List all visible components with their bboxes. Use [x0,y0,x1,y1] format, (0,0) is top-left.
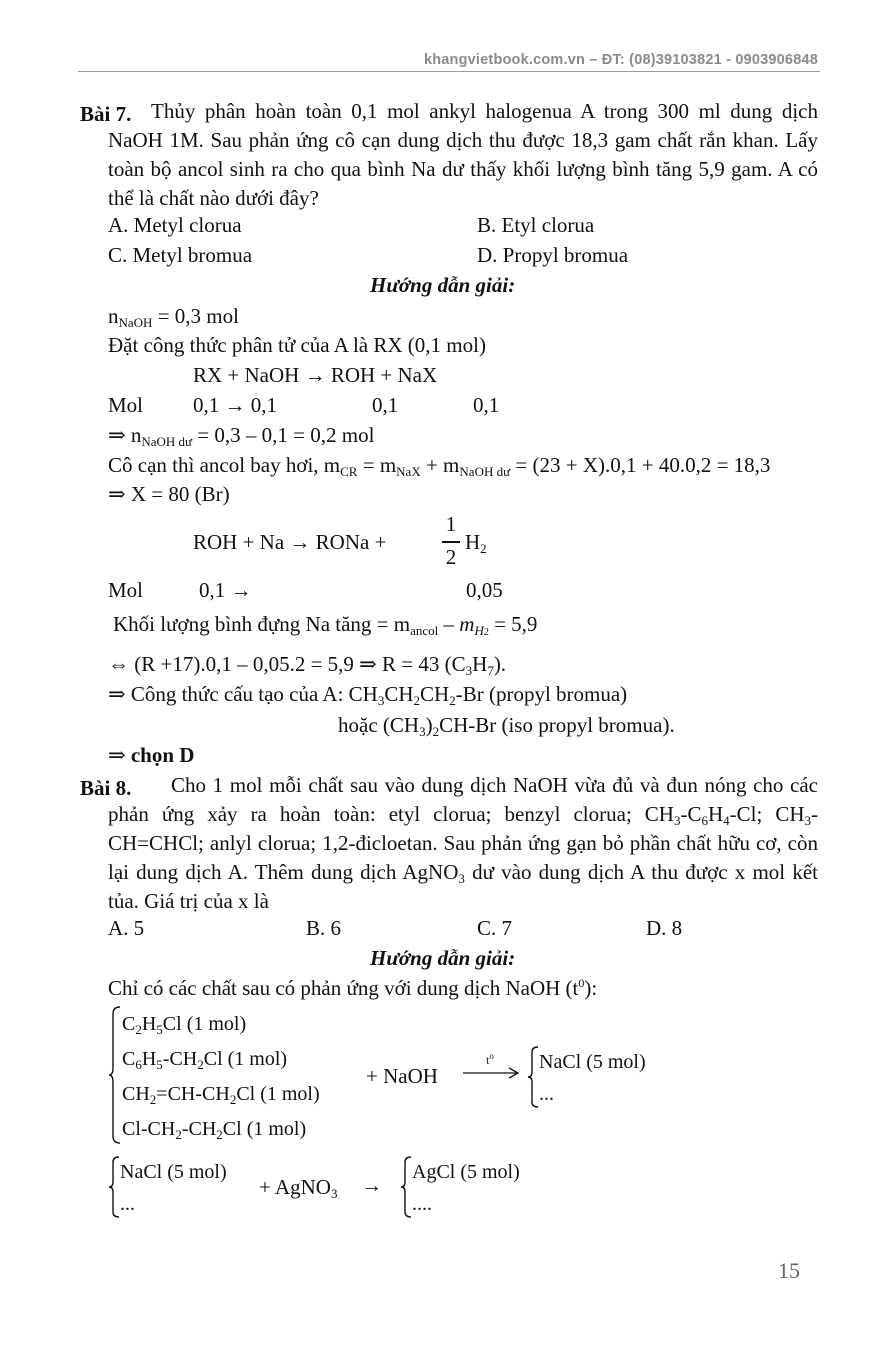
reactant-others: ... [120,1193,135,1215]
bai7-eq1-mol-3: 0,1 [473,393,500,417]
bai7-question: Thủy phân hoàn toàn 0,1 mol ankyl halogenua A trong 300 ml dung dịch NaOH 1M. Sau phản ứng cô cạn dung dịch thu được 18,3 gam chất rắn khan. Lấy toàn bộ ancol sinh ra cho qua bình Na dư thấy khối lượng bình tăng 5,9 gam. A có thể là chất nào dưới đây? [108,99,818,210]
fraction-bar [442,541,460,543]
reactant-benzyl-chloride: $C_6H_5-CH_2Cl$ (1 mol) [122,1048,288,1072]
bai7-sol-naoh-du: ⇒ $n_{NaOH dư} = 0,3 - 0,1 = 0,2$ mol [108,423,375,449]
bai7-option-d: D. Propyl bromua [477,243,629,267]
bai8-option-d: D. 8 [646,916,683,940]
bai7-sol-r: ⇔ (R +17).0,1 – 0,05.2 = 5,9 ⇒ R = 43 $(C_3H_7)$. [108,652,507,678]
reactant-allyl-chloride: $CH_2=CH-CH_2Cl$ (1 mol) [122,1083,320,1107]
bai7-sol-x: ⇒ X = 80 (Br) [108,482,230,506]
product-agcl-others: .... [412,1193,432,1215]
right-brace-products [527,1046,539,1108]
heat-condition: $t^o$ [486,1051,494,1067]
bai7-eq1-mol-2: 0,1 [372,393,399,417]
right-brace-agcl [400,1156,412,1218]
bai7-sol-structure: ⇒ Công thức cấu tạo của A: $CH_3CH_2CH_2-Br$ (propyl bromua) [108,682,628,708]
bai7-eq2-mol-2: 0,05 [466,578,503,602]
page-number: 15 [778,1258,800,1283]
bai7-mol-label-2: Mol [108,578,144,602]
reactant-nacl: NaCl (5 mol) [120,1161,227,1183]
product-nacl: NaCl (5 mol) [539,1051,646,1073]
left-brace-reactants [108,1006,122,1144]
header-rule [78,71,820,72]
bai7-eq2-h2: $H_2$ [465,530,487,556]
bai7-answer: ⇒ chọn D [108,743,195,767]
bai8-question: Cho 1 mol mỗi chất sau vào dung dịch NaOH vừa đủ và đun nóng cho các phản ứng xảy ra hoàn toàn: etyl clorua; benzyl clorua; $CH_3-C_6H_4-Cl$; $CH_3-CH=CHCl$; anlyl clorua; 1,2-đicloetan. Sau phản ứng gạn bỏ phần chất hữu cơ, còn lại dung dịch A. Thêm dung dịch AgNO$_3$ dư vào dung dịch A thu được x mol kết tủa. Giá trị của x là [108,773,818,913]
fraction-numerator: 1 [445,512,457,536]
bai7-eq1: RX + NaOH → ROH + NaX [193,363,438,387]
bai8-guide-title: Hướng dẫn giải: [370,946,516,970]
bai8-option-a: A. 5 [108,916,145,940]
bai7-guide-title: Hướng dẫn giải: [370,273,516,297]
bai7-eq1-mol-1: 0,1 → 0,1 [193,393,277,417]
bai7-option-a: A. Metyl clorua [108,213,242,237]
fraction-denominator: 2 [445,545,457,569]
bai7-sol-formula: Đặt công thức phân tử của A là RX (0,1 mol) [108,333,486,357]
reactant-dichloroethane: $Cl-CH_2-CH_2Cl$ (1 mol) [122,1118,307,1142]
bai7-sol-naoh: $n_{NaOH} = 0,3$ mol [108,304,239,330]
bai7-option-b: B. Etyl clorua [477,213,595,237]
arrow-agno3: → [361,1173,382,1197]
plus-naoh: + NaOH [366,1064,438,1088]
product-agcl: AgCl (5 mol) [412,1161,520,1183]
reactant-ethyl-chloride: $C_2H_5Cl$ (1 mol) [122,1013,247,1037]
bai7-sol-bottle: Khối lượng bình đựng Na tăng = $m_{ancol} - m_{H2} = 5,9$ [113,612,538,638]
bai7-sol-structure-alt: hoặc $(CH_3)_2CH-Br$ (iso propyl bromua). [338,713,675,739]
bai7-eq2-mol-1: 0,1 → [199,578,252,602]
bai7-eq2: ROH + Na → RONa + [193,530,387,554]
bai8-sol-intro: Chỉ có các chất sau có phản ứng với dung dịch NaOH $(t^0)$: [108,976,598,1000]
page-header: khangvietbook.com.vn – ĐT: (08)39103821 - 0903906848 [423,52,818,68]
bai7-sol-mass: Cô cạn thì ancol bay hơi, $m_{CR} = m_{NaX} + m_{NaOH dư} = (23 + X).0,1 + 40.0,2 = 18,3$ [108,453,771,479]
bai8-label: Bài 8. [80,776,132,800]
arrow-heat [462,1066,520,1080]
product-others: ... [539,1083,554,1105]
plus-agno3: + AgNO$_3$ [259,1175,338,1201]
bai7-mol-label-1: Mol [108,393,144,417]
left-brace-nacl [108,1156,120,1218]
bai7-option-c: C. Metyl bromua [108,243,253,267]
bai8-option-b: B. 6 [306,916,342,940]
bai7-label: Bài 7. [80,102,132,126]
bai8-option-c: C. 7 [477,916,513,940]
